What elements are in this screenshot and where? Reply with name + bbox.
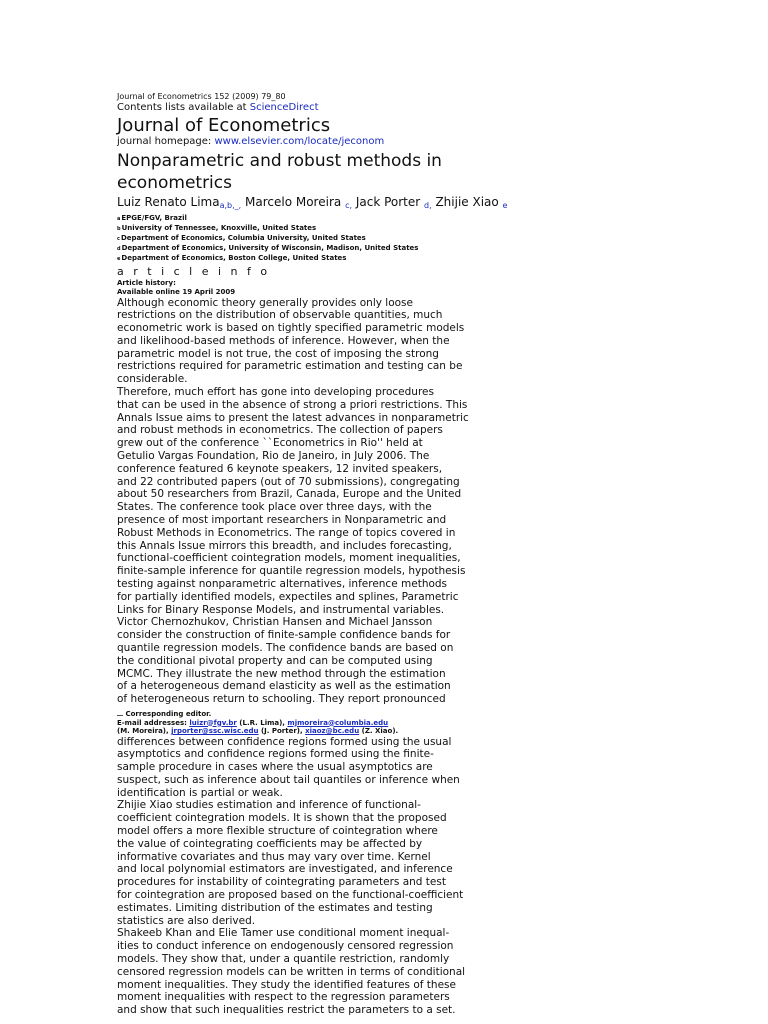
author-marks[interactable]: c,	[345, 200, 353, 210]
affiliation-item	[117, 234, 497, 244]
author-name: Zhijie Xiao	[431, 194, 503, 209]
footnote	[117, 710, 497, 736]
affiliation-mark: b	[117, 225, 121, 232]
journal-title: Journal of Econometrics	[117, 114, 331, 136]
sciencedirect-link[interactable]: ScienceDirect	[249, 101, 319, 113]
email-owner: (L.R. Lima),	[236, 718, 288, 727]
email-line-2	[117, 727, 497, 736]
article-title: Nonparametric and robust methods in econometrics	[117, 150, 442, 193]
affiliation-mark: d	[117, 245, 121, 252]
journal-citation: Journal of Econometrics 152 (2009) 79_80	[117, 92, 286, 101]
affiliation-text: University of Tennessee, Knoxville, United States	[121, 223, 317, 232]
affiliation-item	[117, 244, 497, 254]
email-link[interactable]: mjmoreira@columbia.edu	[287, 718, 389, 727]
corresponding-text: Corresponding editor.	[125, 710, 212, 718]
affiliation-item	[117, 224, 497, 234]
footnote-rule	[117, 715, 123, 716]
email-owner: (M. Moreira),	[117, 727, 172, 735]
email-link[interactable]: jrporter@ssc.wisc.edu	[171, 727, 259, 735]
affiliation-item	[117, 214, 497, 224]
author-marks[interactable]: a,b,_,	[219, 200, 242, 210]
corresponding-note	[117, 710, 497, 719]
author-name: Jack Porter	[352, 194, 425, 209]
affiliation-text: Department of Economics, University of Wisconsin, Madison, United States	[121, 243, 419, 252]
contents-prefix: Contents lists available at	[117, 101, 250, 113]
contents-line	[117, 102, 497, 114]
article-history-label: Article history:	[117, 278, 176, 287]
affiliation-mark: e	[117, 255, 121, 262]
email-link[interactable]: luizr@fgv.br	[189, 718, 237, 727]
author-name: Marcelo Moreira	[241, 194, 346, 209]
affiliation-text: EPGE/FGV, Brazil	[121, 213, 187, 222]
affiliation-mark: a	[117, 215, 121, 222]
homepage-link[interactable]: www.elsevier.com/locate/jeconom	[214, 135, 385, 147]
affiliation-mark: c	[117, 235, 120, 242]
author-marks[interactable]: d,	[424, 200, 432, 210]
email-link[interactable]: xiaoz@bc.edu	[305, 727, 360, 735]
email-label: E-mail addresses:	[117, 718, 190, 727]
article-info-heading: a r t i c l e i n f o	[117, 264, 271, 278]
email-owner: (J. Porter),	[258, 727, 306, 735]
email-line-1	[117, 719, 497, 728]
author-marks[interactable]: e	[502, 200, 508, 210]
affiliation-item	[117, 254, 497, 264]
affiliation-text: Department of Economics, Boston College, United States	[121, 253, 347, 262]
author-list	[117, 194, 508, 214]
author-name: Luiz Renato Lima	[117, 194, 220, 209]
homepage-prefix: journal homepage:	[117, 135, 215, 147]
affiliation-list	[117, 214, 497, 264]
paper-page	[117, 92, 508, 1017]
body-text-part1: Although economic theory generally provides only loose restrictions on the distribution of observable quantities, much econometric work is based on tightly specified parametric models and likelihood-based methods of inference. However, when the parametric model is not true, the cost of imposing the strong restrictions required for parametric estimation and testing can be considerable. Therefore, much effort has gone into developing procedures that can be used in the absence of strong a priori restrictions. This Annals Issue aims to present the latest advances in nonparametric and robust methods in econometrics. The collection of papers grew out of the conference ``Econometrics in Rio'' held at Getulio Vargas Foundation, Rio de Janeiro, in July 2006. The conference featured 6 keynote speakers, 12 invited speakers, and 22 contributed papers (out of 70 submissions), congregating about 50 researchers from Brazil, Canada, Europe and the United States. The conference took place over three days, with the presence of most important researchers in Nonparametric and Robust Methods in Econometrics. The range of topics covered in this Annals Issue mirrors this breadth, and includes forecasting, functional-coefficient cointegration models, moment inequalities, finite-sample inference for quantile regression models, hypothesis testing against nonparametric alternatives, inference methods for partially identified models, expectiles and splines, Parametric Links for Binary Response Models, and instrumental variables. Victor Chernozhukov, Christian Hansen and Michael Jansson consider the construction of finite-sample confidence bands for quantile regression models. The confidence bands are based on the conditional pivotal property and can be computed using MCMC. They illustrate the new method through the estimation of a heterogeneous demand elasticity as well as the estimation of heterogeneous return to schooling. They report pronounced	[117, 296, 469, 706]
affiliation-text: Department of Economics, Columbia University, United States	[120, 233, 366, 242]
body-text-part2: differences between confidence regions formed using the usual asymptotics and confidence regions formed using the finite- sample procedure in cases where the usual asymptotics are suspect, such as inference about tail quantiles or inference when identification is partial or weak. Zhijie Xiao studies estimation and inference of functional- coefficient cointegration models. It is shown that the proposed model offers a more flexible structure of cointegration where the value of cointegrating coefficients may be affected by informative covariates and thus may vary over time. Kernel and local polynomial estimators are investigated, and inference procedures for instability of cointegrating parameters and test for cointegration are proposed based on the functional-coefficient estimates. Limiting distribution of the estimates and testing statistics are also derived. Shakeeb Khan and Elie Tamer use conditional moment inequal- ities to conduct inference on endogenously censored regression models. They show that, under a quantile restriction, randomly censored regression models can be written in terms of conditional moment inequalities. They study the identified features of these moment inequalities with respect to the regression parameters and show that such inequalities restrict the parameters to a set.	[117, 735, 466, 1017]
available-online: Available online 19 April 2009	[117, 287, 236, 296]
journal-homepage	[117, 136, 497, 148]
email-owner: (Z. Xiao).	[359, 727, 399, 735]
